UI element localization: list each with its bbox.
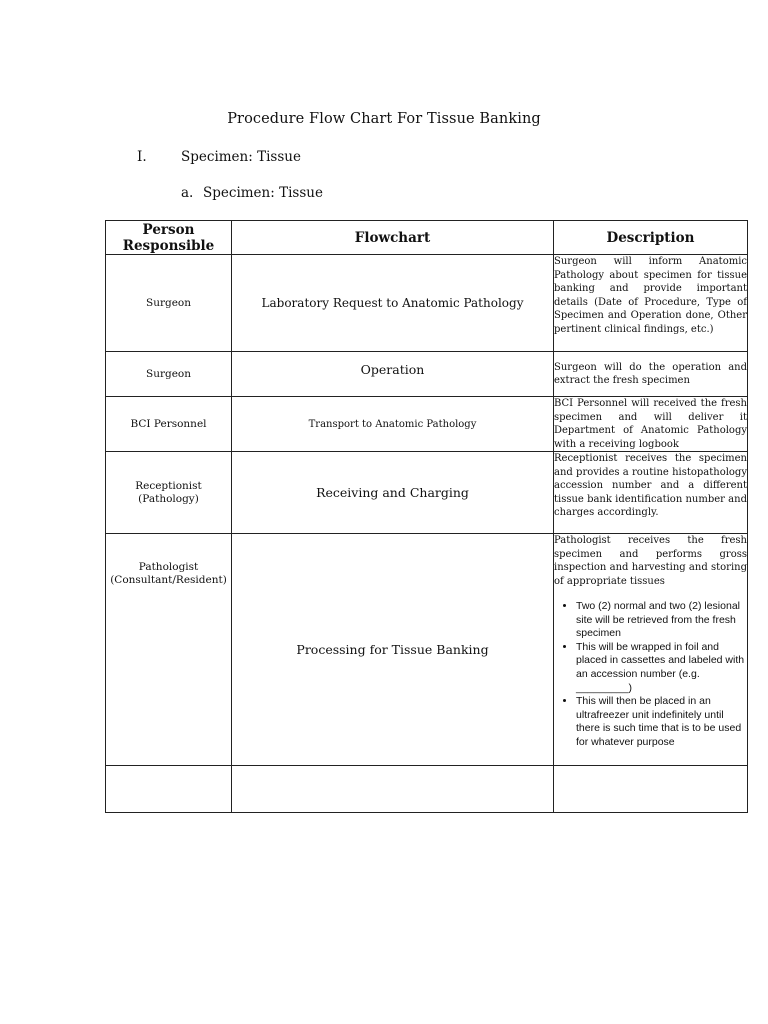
- flowchart-step: Receiving and Charging: [232, 452, 554, 534]
- list-item: • This will be wrapped in foil and placed in cassettes and labeled with an accession number (e.g. _________): [576, 641, 747, 695]
- list-item: • This will then be placed in an ultrafreezer unit indefinitely until there is such time that is to be used for whatever purpose: [576, 695, 747, 749]
- document-title: Procedure Flow Chart For Tissue Banking: [227, 111, 541, 127]
- person-name: Receptionist (Pathology): [135, 479, 202, 505]
- header-flowchart-label: Flowchart: [354, 229, 431, 246]
- flowchart-step: Operation: [232, 352, 554, 397]
- person-cell: [106, 534, 232, 766]
- section-label: Specimen: Tissue: [181, 149, 301, 165]
- description-cell: Surgeon will inform Anatomic Pathology about specimen for tissue banking and provide important details (Date of Procedure, Type of Specimen and Operation done, Other pertinent clinical findings, etc.): [554, 255, 748, 352]
- table-row: [106, 255, 748, 352]
- header-person-responsible: [106, 221, 232, 255]
- table-header-row: [106, 221, 748, 255]
- table-row: [106, 452, 748, 534]
- bullet-list: [554, 600, 747, 750]
- person-cell: BCI Personnel: [106, 397, 232, 452]
- person-cell: Surgeon: [106, 255, 232, 352]
- table-row: [106, 534, 748, 766]
- header-flowchart: [232, 221, 554, 255]
- table-row: [106, 766, 748, 813]
- person-cell: [106, 766, 232, 813]
- flowchart-step: [232, 766, 554, 813]
- person-cell: [106, 452, 232, 534]
- person-cell: Surgeon: [106, 352, 232, 397]
- table-row: [106, 352, 748, 397]
- description-cell: Receptionist receives the specimen and provides a routine histopathology accession number and a different tissue bank identification number and charges accordingly.: [554, 452, 748, 534]
- list-item: • Two (2) normal and two (2) lesional site will be retrieved from the fresh specimen: [576, 600, 747, 641]
- table-row: [106, 397, 748, 452]
- person-name: Pathologist (Consultant/Resident): [110, 561, 227, 586]
- description-cell: Surgeon will do the operation and extract the fresh specimen: [554, 352, 748, 397]
- subsection-letter: a.: [181, 185, 194, 201]
- description-text: Pathologist receives the fresh specimen and performs gross inspection and harvesting and storing of appropriate tissues: [554, 535, 747, 587]
- flowchart-step: Laboratory Request to Anatomic Pathology: [232, 255, 554, 352]
- description-cell: BCI Personnel will received the fresh specimen and will deliver it Department of Anatomic Pathology with a receiving logbook: [554, 398, 747, 450]
- description-cell: [554, 766, 748, 813]
- section-numeral: I.: [137, 149, 147, 165]
- section-heading: [137, 149, 301, 165]
- header-person-label: Person Responsible: [122, 221, 215, 254]
- header-description: [554, 221, 748, 255]
- subsection-heading: [181, 185, 323, 201]
- description-cell: [554, 534, 748, 766]
- subsection-label: Specimen: Tissue: [203, 185, 323, 201]
- flowchart-step: Transport to Anatomic Pathology: [232, 397, 554, 452]
- flowchart-step: Processing for Tissue Banking: [232, 534, 554, 766]
- procedure-table: [105, 220, 748, 813]
- header-description-label: Description: [606, 229, 695, 246]
